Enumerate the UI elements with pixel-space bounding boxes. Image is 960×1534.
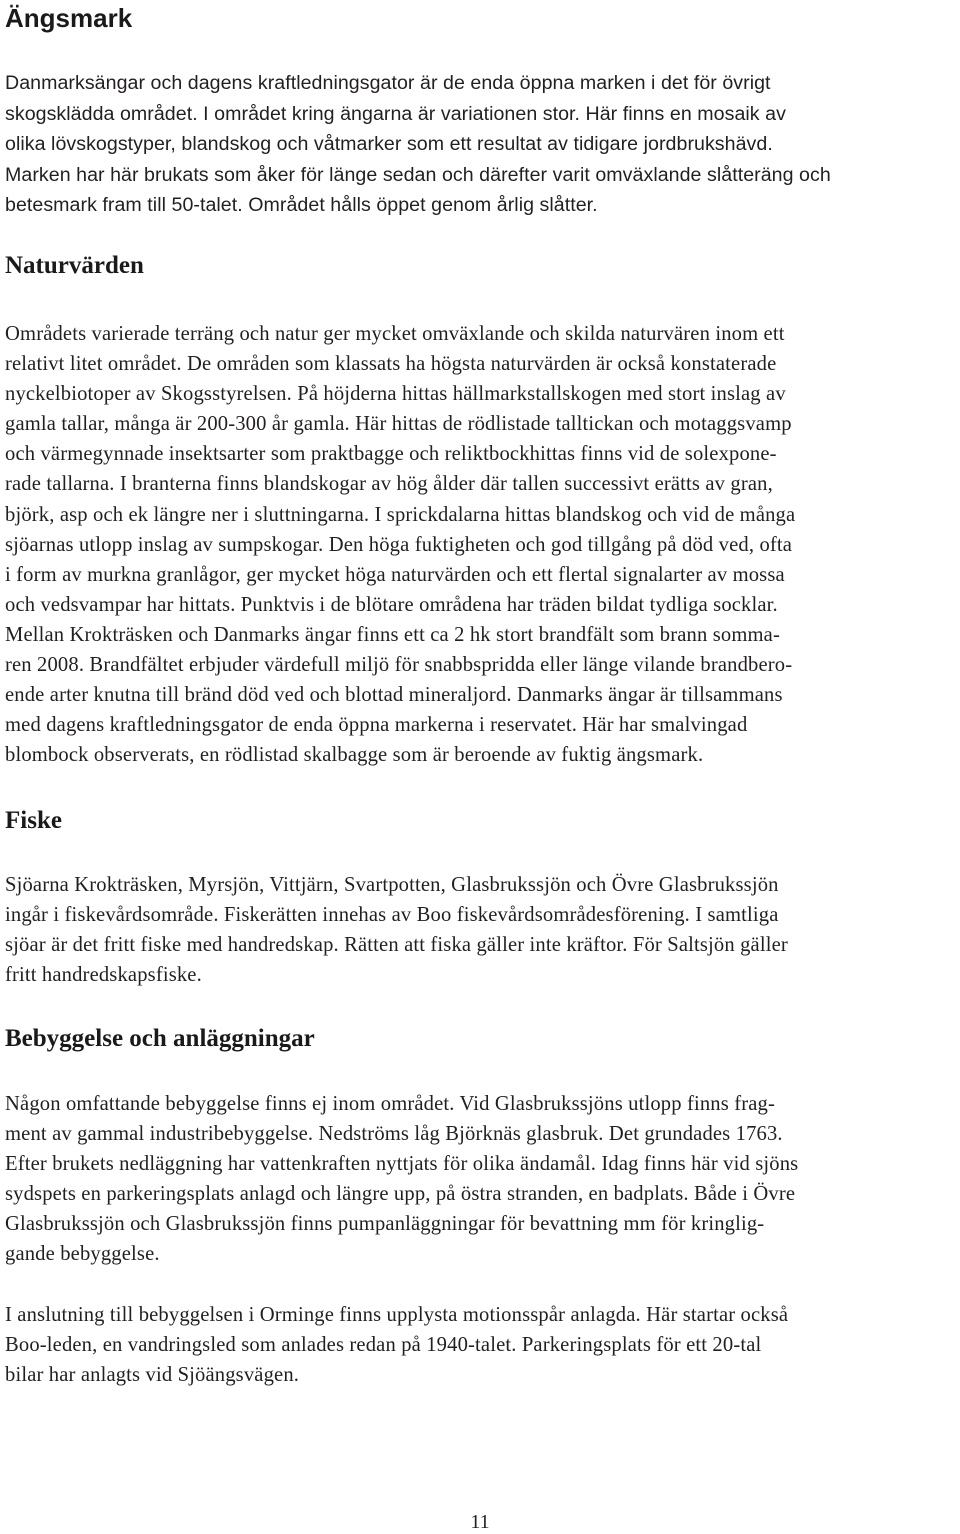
- text-line: nyckelbiotoper av Skogsstyrelsen. På höjderna hittas hällmarkstallskogen med stort inslag av: [5, 383, 786, 406]
- text-line: Boo-leden, en vandringsled som anlades redan på 1940-talet. Parkeringsplats för ett 20-tal: [5, 1334, 762, 1357]
- text-line: olika lövskogstyper, blandskog och våtmarker som ett resultat av tidigare jordbrukshävd.: [5, 133, 773, 155]
- text-line: i form av murkna granlågor, ger mycket höga naturvärden och ett flertal signalarter av mossa: [5, 563, 785, 586]
- text-line: björk, asp och ek längre ner i sluttningarna. I sprickdalarna hittas blandskog och vid de många: [5, 503, 796, 526]
- text-line: sjöarnas utlopp inslag av sumpskogar. Den höga fuktigheten och god tillgång på död ved, ofta: [5, 533, 793, 556]
- text-line: Glasbrukssjön och Glasbrukssjön finns pumpanläggningar för bevattning mm för kringlig-: [5, 1213, 765, 1236]
- text-line: Sjöarna Krokträsken, Myrsjön, Vittjärn, Svartpotten, Glasbrukssjön och Övre Glasbrukssjön: [5, 874, 779, 896]
- text-line: betesmark fram till 50-talet. Området hålls öppet genom årlig slåtter.: [5, 194, 598, 216]
- text-line: fritt handredskapsfiske.: [5, 964, 202, 987]
- text-line: ren 2008. Brandfältet erbjuder värdefull miljö för snabbspridda eller länge vilande brandbero-: [5, 654, 793, 677]
- paragraph-angsmark: [5, 68, 955, 221]
- text-line: Någon omfattande bebyggelse finns ej inom området. Vid Glasbrukssjöns utlopp finns frag-: [5, 1093, 775, 1115]
- text-line: Efter brukets nedläggning har vattenkraften nyttjats för olika ändamål. Idag finns här vid sjöns: [5, 1153, 799, 1176]
- text-line: och värmegynnade insektsarter som praktbagge och reliktbockhittas finns vid de solexpone-: [5, 443, 777, 466]
- text-line: och vedsvampar har hittats. Punktvis i de blötare områdena har träden bildat tydliga socklar.: [5, 593, 778, 616]
- text-line: ende arter knutna till bränd död ved och blottad mineraljord. Danmarks ängar är tillsammans: [5, 684, 783, 707]
- section-heading-bebyggelse: Bebyggelse och anläggningar: [5, 1025, 315, 1052]
- page-number: 11: [470, 1511, 490, 1533]
- text-line: Områdets varierade terräng och natur ger mycket omväxlande och skilda naturvären inom ett: [5, 323, 785, 345]
- text-line: relativt litet området. De områden som klassats ha högsta naturvärden är också konstaterade: [5, 353, 777, 376]
- text-line: I anslutning till bebyggelsen i Orminge finns upplysta motionsspår anlagda. Här startar också: [5, 1304, 789, 1326]
- text-line: sydspets en parkeringsplats anlagd och längre upp, på östra stranden, en badplats. Både i Övre: [5, 1183, 796, 1206]
- text-line: med dagens kraftledningsgator de enda öppna markerna i reservatet. Här har smalvingad: [5, 714, 748, 737]
- text-line: bilar har anlagts vid Sjöängsvägen.: [5, 1364, 300, 1387]
- text-line: blombock observerats, en rödlistad skalbagge som är beroende av fuktig ängsmark.: [5, 744, 704, 767]
- text-line: Marken har här brukats som åker för länge sedan och därefter varit omväxlande slåtteräng och: [5, 163, 831, 186]
- text-line: ingår i fiskevårdsområde. Fiskerätten innehas av Boo fiskevårdsområdesförening. I samtliga: [5, 904, 779, 927]
- paragraph-fiske: [5, 870, 957, 990]
- section-heading-naturvarden: Naturvärden: [5, 252, 144, 279]
- text-line: Mellan Krokträsken och Danmarks ängar finns ett ca 2 hk stort brandfält som brann somma-: [5, 623, 780, 646]
- text-line: rade tallarna. I branterna finns blandskogar av hög ålder där tallen successivt erätts av gran,: [5, 473, 773, 496]
- paragraph-naturvarden: [5, 319, 957, 770]
- text-line: gamla tallar, många är 200-300 år gamla. Här hittas de rödlistade talltickan och motaggsvamp: [5, 413, 792, 436]
- paragraph-bebyggelse-2: [5, 1300, 960, 1390]
- text-line: gande bebyggelse.: [5, 1243, 160, 1266]
- paragraph-bebyggelse-1: [5, 1089, 960, 1270]
- section-heading-angsmark: Ängsmark: [5, 3, 133, 33]
- text-line: Danmarksängar och dagens kraftledningsgator är de enda öppna marken i det för övrigt: [5, 72, 771, 94]
- text-line: ment av gammal industribebyggelse. Nedströms låg Björknäs glasbruk. Det grundades 1763.: [5, 1123, 783, 1146]
- text-line: skogsklädda området. I området kring ängarna är variationen stor. Här finns en mosaik av: [5, 102, 786, 125]
- section-heading-fiske: Fiske: [5, 807, 62, 834]
- text-line: sjöar är det fritt fiske med handredskap. Rätten att fiska gäller inte kräftor. För Saltsjön gäller: [5, 934, 788, 957]
